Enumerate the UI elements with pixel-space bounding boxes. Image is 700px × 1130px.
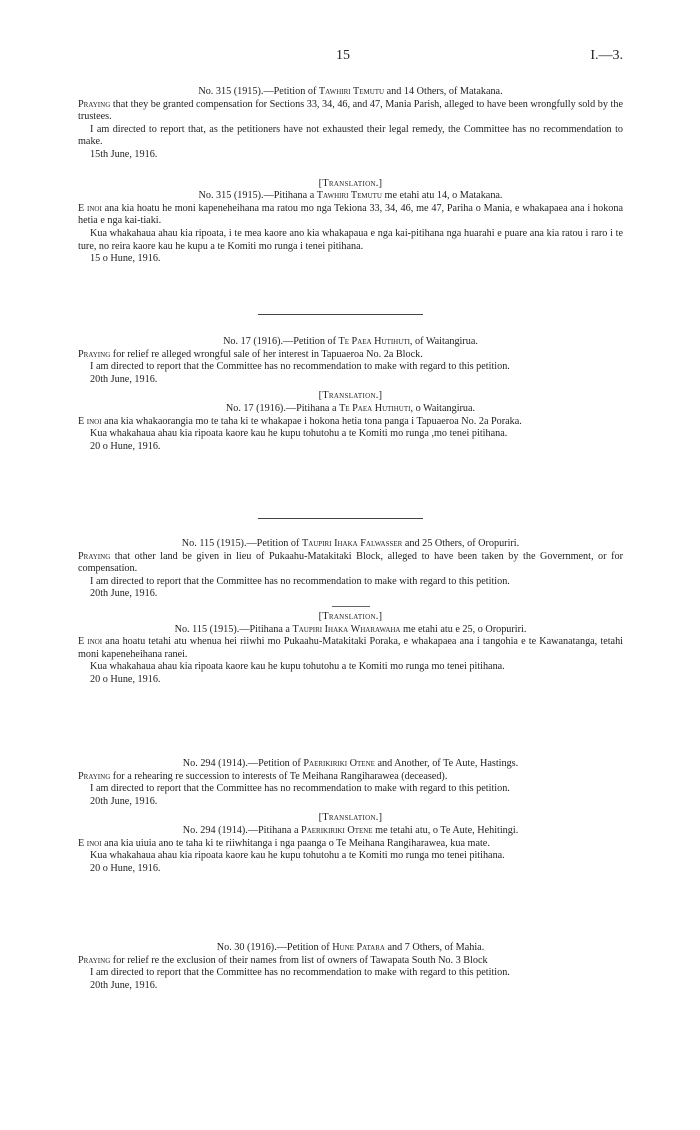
translation-report: Kua whakahaua ahau kia ripoata kaore kau he kupu tohutohu a te Komiti mo runga ,mo tenei pitihana.: [90, 428, 508, 440]
translation-label: [Translation.]: [318, 177, 383, 189]
committee-report: I am directed to report that, as the petitioners have not exhausted their legal remedy, the Committee has no recommendation to make.: [78, 123, 623, 148]
committee-report: I am directed to report that the Committee has no recommendation to make with regard to this petition.: [90, 967, 510, 979]
translation-label: [Translation.]: [318, 610, 383, 622]
translation-report: Kua whakahaua ahau kia ripoata kaore kau he kupu tohutohu a te Komiti mo runga mo tenei pitihana.: [90, 661, 505, 673]
section-divider: [258, 314, 423, 315]
translation-title: No. 17 (1916).—Pitihana a Te Paea Hutihuti, o Waitangirua.: [225, 402, 476, 414]
petition-section: [78, 86, 623, 266]
translation-report: Kua whakahaua ahau kia ripoata kaore kau he kupu tohutohu a te Komiti mo runga mo tenei pitihana.: [90, 850, 505, 862]
page-number: 15: [336, 48, 350, 63]
petition-title: No. 294 (1914).—Petition of Paerikiriki Otene and Another, of Te Aute, Hastings.: [182, 758, 519, 769]
translation-date: 15 o Hune, 1916.: [90, 253, 161, 265]
report-date: 20th June, 1916.: [90, 795, 158, 807]
page-header: [78, 50, 623, 68]
translation-date: 20 o Hune, 1916.: [90, 673, 161, 685]
translation-title: No. 315 (1915).—Pitihana a Tawhiri Temutu me etahi atu 14, o Matakana.: [198, 190, 503, 202]
translation-prayer: E inoi ana hoatu tetahi atu whenua hei riiwhi mo Pukaahu-Matakitaki Poraka, e whakapaea ana i tangohia e te Kawanatanga, tetahi moni kapeneheihana ranei.: [78, 636, 624, 660]
translation-title: No. 115 (1915).—Pitihana a Taupiri Ihaka Wharawaha me etahi atu e 25, o Oropuriri.: [174, 623, 527, 635]
report-date: 20th June, 1916.: [90, 373, 158, 385]
petition-prayer: Praying for relief re the exclusion of their names from list of owners of Tawapata South No. 3 Block: [78, 954, 488, 966]
translation-prayer: E inoi ana kia whakaorangia mo te taha ki te whakapae i hokona hetia tona panga i Tapuaeroa No. 2a Poraka.: [78, 415, 522, 427]
petition-section: [78, 758, 623, 875]
translation-prayer: E inoi ana kia uiuia ano te taha ki te riiwhitanga i nga paanga o Te Meihana Rangiharawea, kua mate.: [78, 837, 490, 849]
petition-prayer: Praying for a rehearing re succession to interests of Te Meihana Rangiharawea (deceased).: [78, 770, 448, 782]
committee-report: I am directed to report that the Committee has no recommendation to make with regard to this petition.: [90, 783, 510, 795]
report-date: 20th June, 1916.: [90, 588, 158, 600]
translation-prayer: E inoi ana kia hoatu he moni kapeneheihana ma ratou mo nga Tekiona 33, 34, 46, me 47, Pariha o Mania, e whakapaea ana i hokona hetia e nga kai-tiaki.: [78, 202, 623, 227]
petition-prayer: Praying that they be granted compensation for Sections 33, 34, 46, and 47, Mania Parish, alleged to have been wrongfully sold by the trustees.: [78, 98, 623, 123]
petition-prayer: Praying that other land be given in lieu of Pukaahu-Matakitaki Block, alleged to have been taken by the Government, or for compensation.: [78, 550, 623, 575]
translation-title: No. 294 (1914).—Pitihana a Paerikiriki Otene me tetahi atu, o Te Aute, Hehitingi.: [182, 824, 519, 836]
translation-report: Kua whakahaua ahau kia ripoata, i te mea kaore ano kia whakapaua e nga kai-pitihana nga huarahi e puare ana kia ratou i raro i te ture, no reira kaore kau he kupu a te Komiti mo runga i tenei pitihana.: [78, 227, 623, 252]
translation-label: [Translation.]: [318, 812, 383, 824]
committee-report: I am directed to report that the Committee has no recommendation to make with regard to this petition.: [90, 575, 510, 587]
petition-title: No. 30 (1916).—Petition of Hune Patara and 7 Others, of Mahia.: [216, 942, 485, 953]
petition-title: No. 115 (1915).—Petition of Taupiri Ihaka Falwasser and 25 Others, of Oropuriri.: [181, 538, 520, 549]
translation-date: 20 o Hune, 1916.: [90, 440, 161, 452]
petition-prayer: Praying for relief re alleged wrongful sale of her interest in Tapuaeroa No. 2a Block.: [78, 348, 423, 360]
document-reference: I.—3.: [590, 48, 623, 63]
report-date: 15th June, 1916.: [90, 148, 158, 160]
translation-date: 20 o Hune, 1916.: [90, 862, 161, 874]
petition-title: No. 17 (1916).—Petition of Te Paea Hutihuti, of Waitangirua.: [223, 336, 478, 347]
petition-section: [78, 942, 623, 992]
petition-section: [78, 538, 623, 687]
short-divider: [332, 606, 370, 607]
committee-report: I am directed to report that the Committee has no recommendation to make with regard to this petition.: [90, 361, 510, 373]
petition-section: [78, 336, 623, 453]
translation-label: [Translation.]: [318, 390, 383, 402]
petition-title: No. 315 (1915).—Petition of Tawhiri Temutu and 14 Others, of Matakana.: [198, 86, 503, 97]
section-divider: [258, 518, 423, 519]
report-date: 20th June, 1916.: [90, 979, 158, 991]
